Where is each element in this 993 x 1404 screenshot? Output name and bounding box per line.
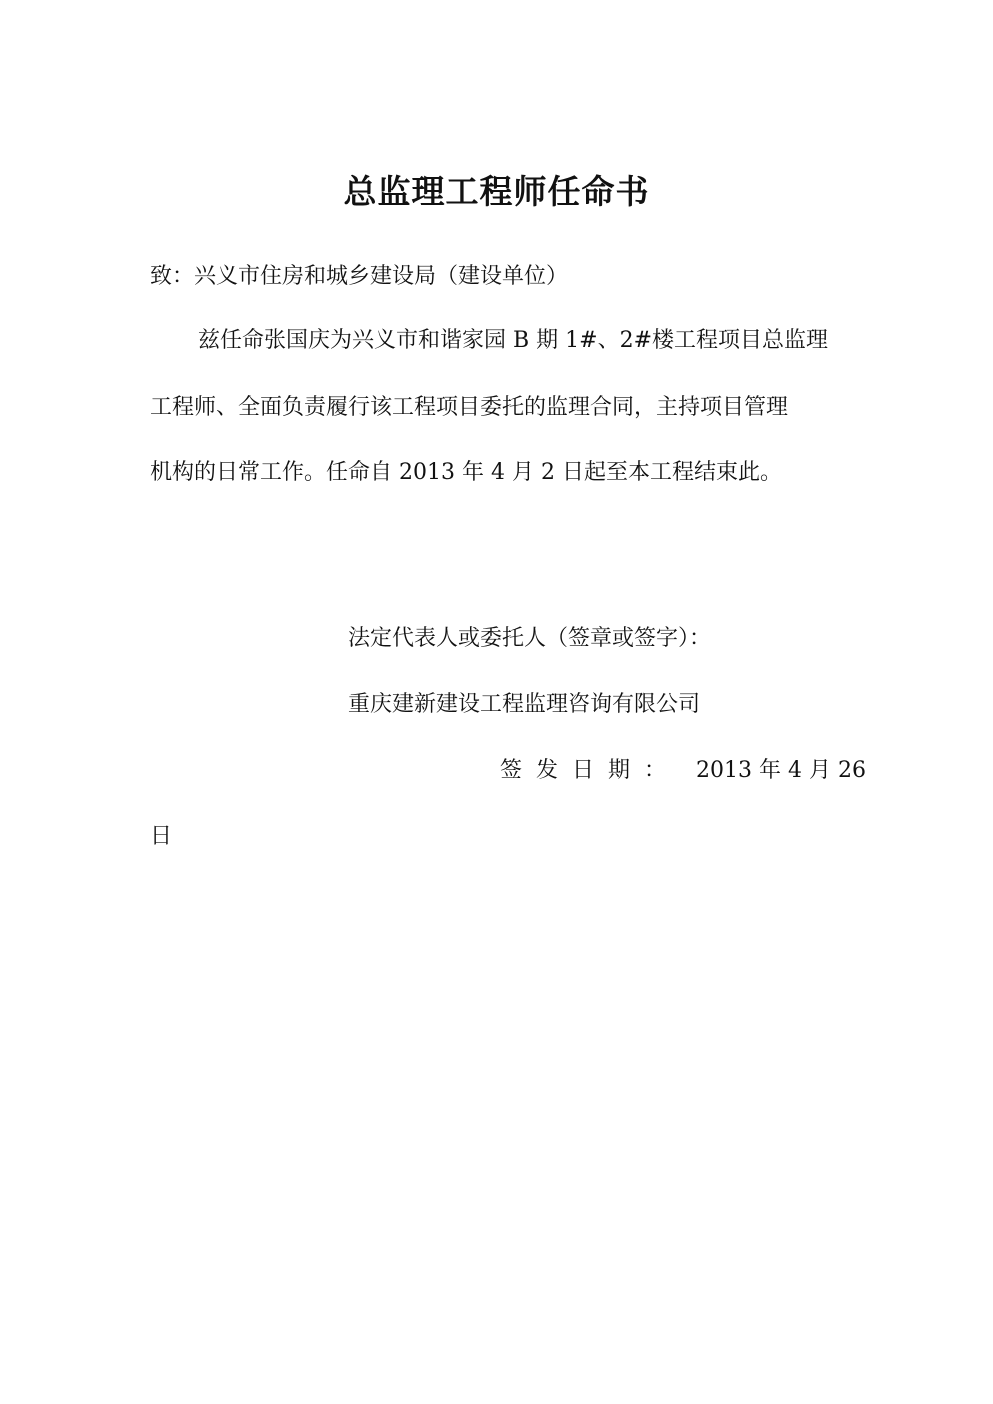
body-line-2: 工程师、全面负责履行该工程项目委托的监理合同，主持项目管理	[150, 395, 789, 420]
issue-date-line	[500, 756, 866, 786]
issue-date-tail: 日	[150, 824, 173, 849]
issue-date-label: 签发日期：	[500, 758, 681, 783]
body-line-1: 兹任命张国庆为兴义市和谐家园 B 期 1#、2#楼工程项目总监理	[198, 328, 829, 353]
recipient-line: 致：兴义市住房和城乡建设局（建设单位）	[150, 264, 569, 289]
issue-date-value: 2013 年 4 月 26	[696, 758, 866, 783]
company-name: 重庆建新建设工程监理咨询有限公司	[348, 692, 701, 717]
body-line-3: 机构的日常工作。任命自 2013 年 4 月 2 日起至本工程结束此。	[150, 460, 782, 485]
signature-label: 法定代表人或委托人（签章或签字）：	[348, 626, 712, 651]
document-title: 总监理工程师任命书	[343, 172, 650, 211]
